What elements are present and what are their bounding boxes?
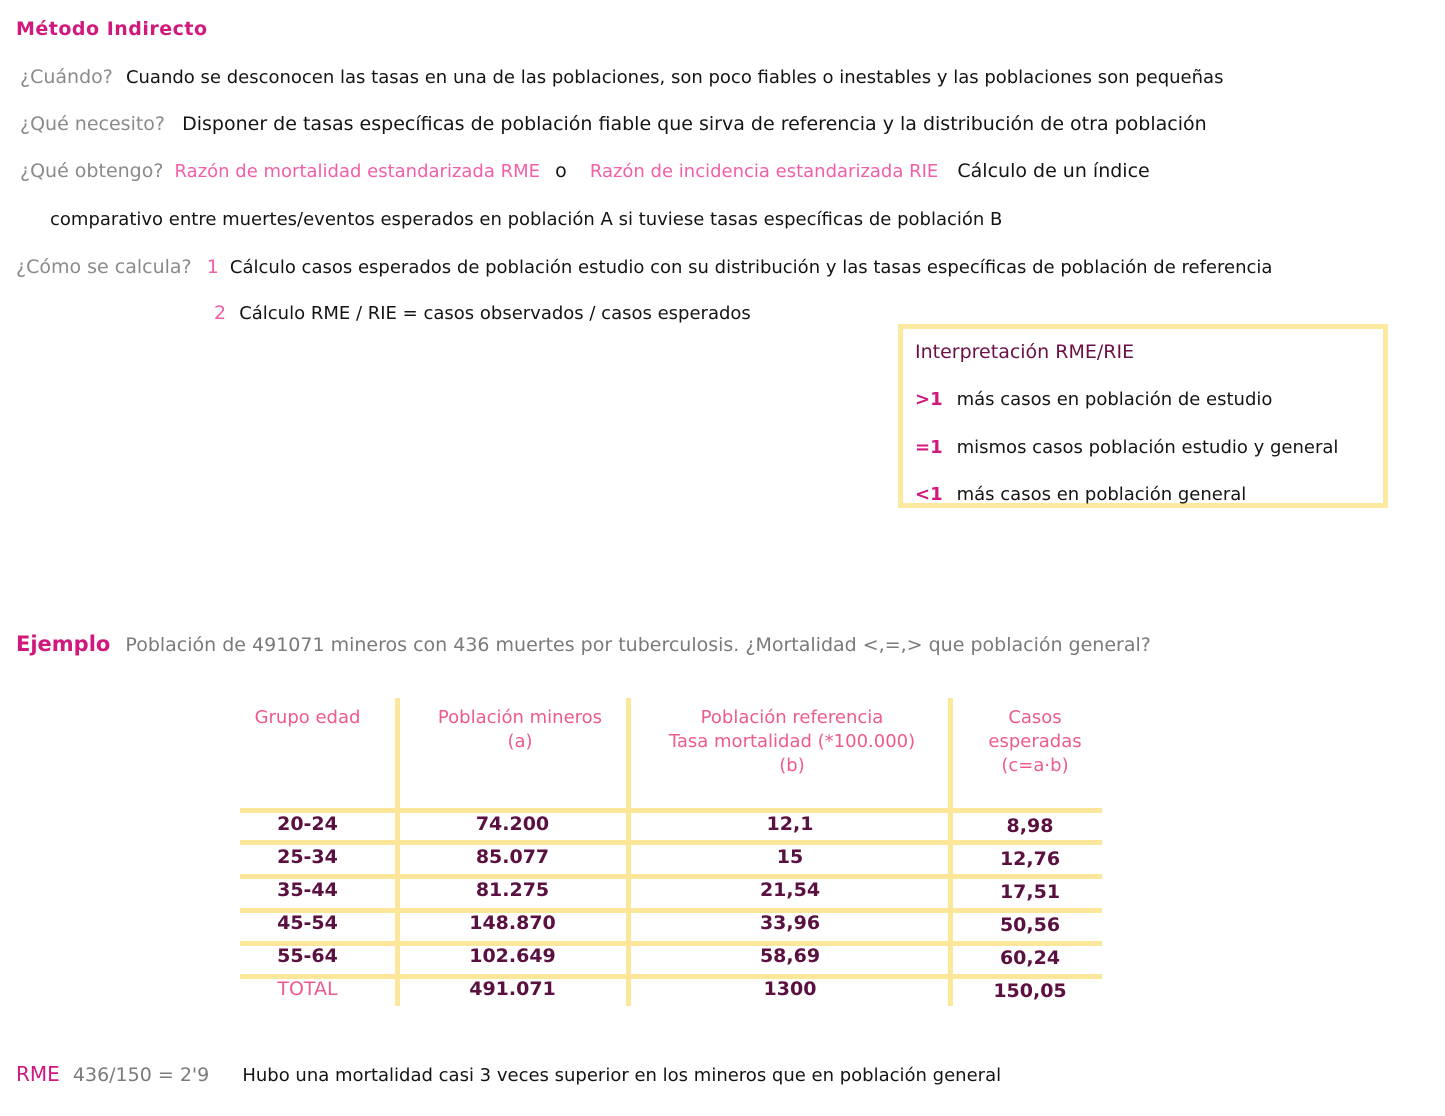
cell-total-rate: 1300 — [763, 978, 817, 1000]
step1-text: Cálculo casos esperados de población estudio con su distribución y las tasas específicas de población de referencia — [229, 257, 1273, 278]
data-table — [240, 698, 1102, 1008]
cell-age: 35-44 — [277, 879, 338, 901]
step2-number: 2 — [214, 302, 227, 324]
interpretation-text: mismos casos población estudio y general — [956, 437, 1339, 458]
header-miners-population: Población mineros (a) — [437, 707, 603, 752]
footer-conclusion: Hubo una mortalidad casi 3 veces superior en los mineros que en población general — [242, 1065, 1002, 1086]
cell-miners: 102.649 — [469, 945, 556, 967]
cell-miners: 148.870 — [469, 912, 556, 934]
cell-miners: 85.077 — [475, 846, 550, 868]
column-divider — [395, 698, 400, 1006]
footer-line — [16, 1062, 1001, 1086]
interpretation-text: más casos en población general — [956, 484, 1247, 505]
cell-total-miners: 491.071 — [469, 978, 556, 1000]
cell-age: 55-64 — [277, 945, 338, 967]
cell-total-expected: 150,05 — [993, 980, 1067, 1002]
cell-rate: 12,1 — [766, 813, 814, 835]
interpretation-symbol: <1 — [915, 484, 943, 505]
interpretation-item — [915, 484, 1246, 505]
footer-calculation: 436/150 = 2'9 — [72, 1064, 210, 1086]
step2-text: Cálculo RME / RIE = casos observados / casos esperados — [239, 303, 751, 324]
interpretation-item — [915, 437, 1338, 458]
cell-expected: 60,24 — [999, 947, 1061, 969]
step1-number: 1 — [206, 256, 219, 278]
cell-expected: 8,98 — [1006, 815, 1054, 837]
example-label: Ejemplo — [16, 632, 111, 656]
calc-line — [16, 256, 1272, 278]
interpretation-symbol: >1 — [915, 389, 943, 410]
step2-line — [214, 302, 751, 324]
cell-miners: 74.200 — [475, 813, 550, 835]
cell-expected: 17,51 — [999, 881, 1061, 903]
cell-miners: 81.275 — [475, 879, 550, 901]
interpretation-heading: Interpretación RME/RIE — [915, 341, 1135, 363]
obtain-rie: Razón de incidencia estandarizada RIE — [589, 161, 939, 182]
cell-rate: 15 — [776, 846, 804, 868]
column-divider — [626, 698, 631, 1006]
cell-expected: 50,56 — [999, 914, 1061, 936]
obtain-question: ¿Qué obtengo? — [20, 160, 164, 182]
interpretation-box — [898, 324, 1388, 508]
footer-rme-label: RME — [16, 1062, 60, 1086]
need-question: ¿Qué necesito? — [20, 113, 166, 135]
cell-age: 45-54 — [277, 912, 338, 934]
row-divider — [240, 840, 1102, 845]
cell-rate: 33,96 — [759, 912, 821, 934]
cell-expected: 12,76 — [999, 848, 1061, 870]
cell-age: 20-24 — [277, 813, 338, 835]
interpretation-item — [915, 389, 1272, 410]
when-line — [20, 66, 1223, 88]
when-question: ¿Cuándo? — [20, 66, 113, 88]
page-title: Método Indirecto — [16, 18, 208, 40]
cell-age: 25-34 — [277, 846, 338, 868]
need-line — [20, 113, 1207, 135]
column-divider — [948, 698, 953, 1006]
example-text: Población de 491071 mineros con 436 muertes por tuberculosis. ¿Mortalidad <,=,> que población general? — [125, 634, 1151, 656]
interpretation-symbol: =1 — [915, 437, 943, 458]
interpretation-text: más casos en población de estudio — [956, 389, 1273, 410]
obtain-rme: Razón de mortalidad estandarizada RME — [174, 161, 541, 182]
header-expected-cases: Casos esperadas (c=a·b) — [988, 707, 1082, 776]
obtain-line — [20, 160, 1150, 182]
calc-question: ¿Cómo se calcula? — [16, 256, 192, 278]
obtain-answer: Cálculo de un índice — [957, 160, 1150, 182]
header-age-group: Grupo edad — [254, 707, 361, 728]
cell-total-label: TOTAL — [277, 978, 338, 1000]
when-answer: Cuando se desconocen las tasas en una de las poblaciones, son poco fiables o inestables y las poblaciones son pequeñas — [125, 67, 1224, 88]
obtain-or: o — [555, 160, 567, 182]
obtain-answer-continued: comparativo entre muertes/eventos esperados en población A si tuviese tasas específicas de población B — [50, 209, 1003, 230]
header-reference-rate: Población referencia Tasa mortalidad (*100.000) (b) — [668, 707, 916, 776]
example-line — [16, 632, 1151, 656]
cell-rate: 58,69 — [759, 945, 821, 967]
need-answer: Disponer de tasas específicas de población fiable que sirva de referencia y la distribución de otra población — [182, 113, 1207, 135]
cell-rate: 21,54 — [759, 879, 821, 901]
